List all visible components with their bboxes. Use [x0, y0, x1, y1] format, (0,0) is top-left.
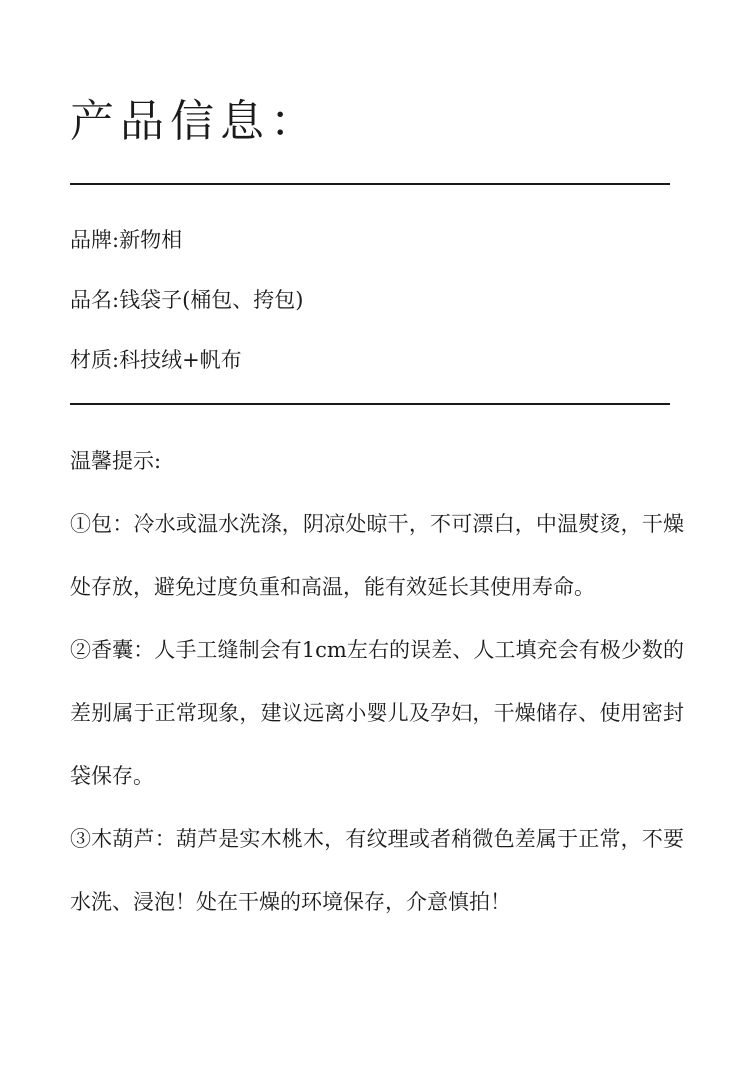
- page-title: 产品信息：: [70, 96, 320, 147]
- care-tips: [70, 430, 684, 934]
- product-name-line: 品名:钱袋子(桶包、挎包): [70, 288, 304, 312]
- brand-line: 品牌:新物相: [70, 228, 183, 252]
- tip-wooden-gourd: ③木葫芦：葫芦是实木桃木，有纹理或者稍微色差属于正常，不要水洗、浸泡！处在干燥的环境保存，介意慎拍！: [70, 827, 684, 914]
- divider-top: [70, 183, 670, 185]
- divider-bottom: [70, 403, 670, 405]
- tip-bag: ①包：冷水或温水洗涤，阴凉处晾干，不可漂白，中温熨烫，干燥处存放，避免过度负重和高温，能有效延长其使用寿命。: [70, 512, 684, 599]
- material-line: 材质:科技绒+帆布: [70, 348, 242, 372]
- tip-sachet: ②香囊：人手工缝制会有1cm左右的误差、人工填充会有极少数的差别属于正常现象，建议远离小婴儿及孕妇，干燥储存、使用密封袋保存。: [70, 638, 684, 788]
- tips-heading: 温馨提示:: [70, 449, 162, 473]
